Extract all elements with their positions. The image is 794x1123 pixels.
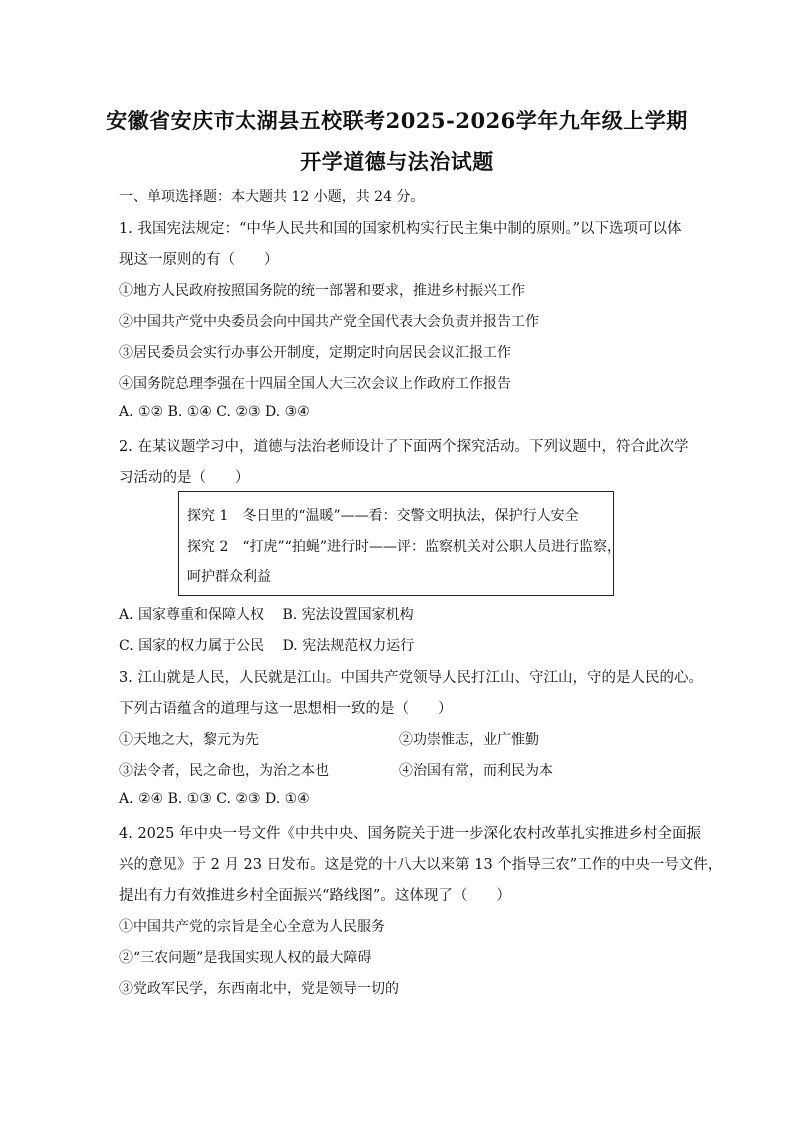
q4-option-3: ③党政军民学，东西南北中，党是领导一切的 — [119, 981, 399, 997]
q3-stem-line-2: 下列古语蕴含的道理与这一思想相一致的是（ ） — [119, 701, 453, 717]
q3-option-4: ④治国有常，而利民为本 — [399, 763, 553, 779]
q2-box-row-1: 探究 1 冬日里的“温暖”——看：交警文明执法，保护行人安全 — [187, 508, 579, 524]
q4-option-2: ②“三农问题”是我国实现人权的最大障碍 — [119, 950, 372, 966]
q1-stem-line-1: 1. 我国宪法规定：“中华人民共和国的国家机构实行民主集中制的原则。”以下选项可以体 — [119, 221, 682, 237]
document-title-line-2: 开学道德与法治试题 — [300, 149, 494, 174]
q4-stem-line-2: 兴的意见》于 2 月 23 日发布。这是党的十八大以来第 13 个指导三农”工作的中央一号文件， — [119, 857, 723, 873]
q2-box-row-2: 探究 2 “打虎”“拍蝇”进行时——评：监察机关对公职人员进行监察， — [187, 539, 621, 555]
q2-choices-ab: A. 国家尊重和保障人权 B. 宪法设置国家机构 — [119, 607, 414, 623]
q3-option-1: ①天地之大，黎元为先 — [119, 732, 259, 748]
q2-box-row-3: 呵护群众利益 — [187, 569, 271, 585]
q2-inquiry-box — [178, 491, 621, 596]
q1-option-4: ④国务院总理李强在十四届全国人大三次会议上作政府工作报告 — [119, 376, 511, 392]
q2-stem-line-2: 习活动的是（ ） — [119, 470, 250, 486]
q1-option-2: ②中国共产党中央委员会向中国共产党全国代表大会负责并报告工作 — [119, 314, 539, 330]
q1-option-3: ③居民委员会实行办事公开制度，定期定时向居民会议汇报工作 — [119, 345, 511, 361]
q3-option-2: ②功崇惟志，业广惟勤 — [399, 732, 539, 748]
q4-stem-line-3: 提出有力有效推进乡村全面振兴“路线图”。这体现了（ ） — [119, 888, 511, 904]
q1-choices: A. ①② B. ①④ C. ②③ D. ③④ — [119, 404, 310, 420]
q4-stem-line-1: 4. 2025 年中央一号文件《中共中央、国务院关于进一步深化农村改革扎实推进乡村全面振 — [119, 826, 701, 842]
q3-stem-line-1: 3. 江山就是人民，人民就是江山。中国共产党领导人民打江山、守江山，守的是人民的心。 — [119, 670, 703, 686]
q1-option-1: ①地方人民政府按照国务院的统一部署和要求，推进乡村振兴工作 — [119, 283, 525, 299]
q3-choices: A. ②④ B. ①③ C. ②③ D. ①④ — [119, 791, 310, 807]
q2-stem-line-1: 2. 在某议题学习中，道德与法治老师设计了下面两个探究活动。下列议题中，符合此次学 — [119, 439, 689, 455]
document-title-line-1: 安徽省安庆市太湖县五校联考2025-2026学年九年级上学期 — [106, 108, 688, 133]
section-heading: 一、单项选择题：本大题共 12 小题，共 24 分。 — [119, 189, 425, 205]
q3-option-3: ③法令者，民之命也，为治之本也 — [119, 763, 329, 779]
q1-stem-line-2: 现这一原则的有（ ） — [119, 252, 279, 268]
q2-choices-cd: C. 国家的权力属于公民 D. 宪法规范权力运行 — [119, 638, 415, 654]
q4-option-1: ①中国共产党的宗旨是全心全意为人民服务 — [119, 919, 385, 935]
